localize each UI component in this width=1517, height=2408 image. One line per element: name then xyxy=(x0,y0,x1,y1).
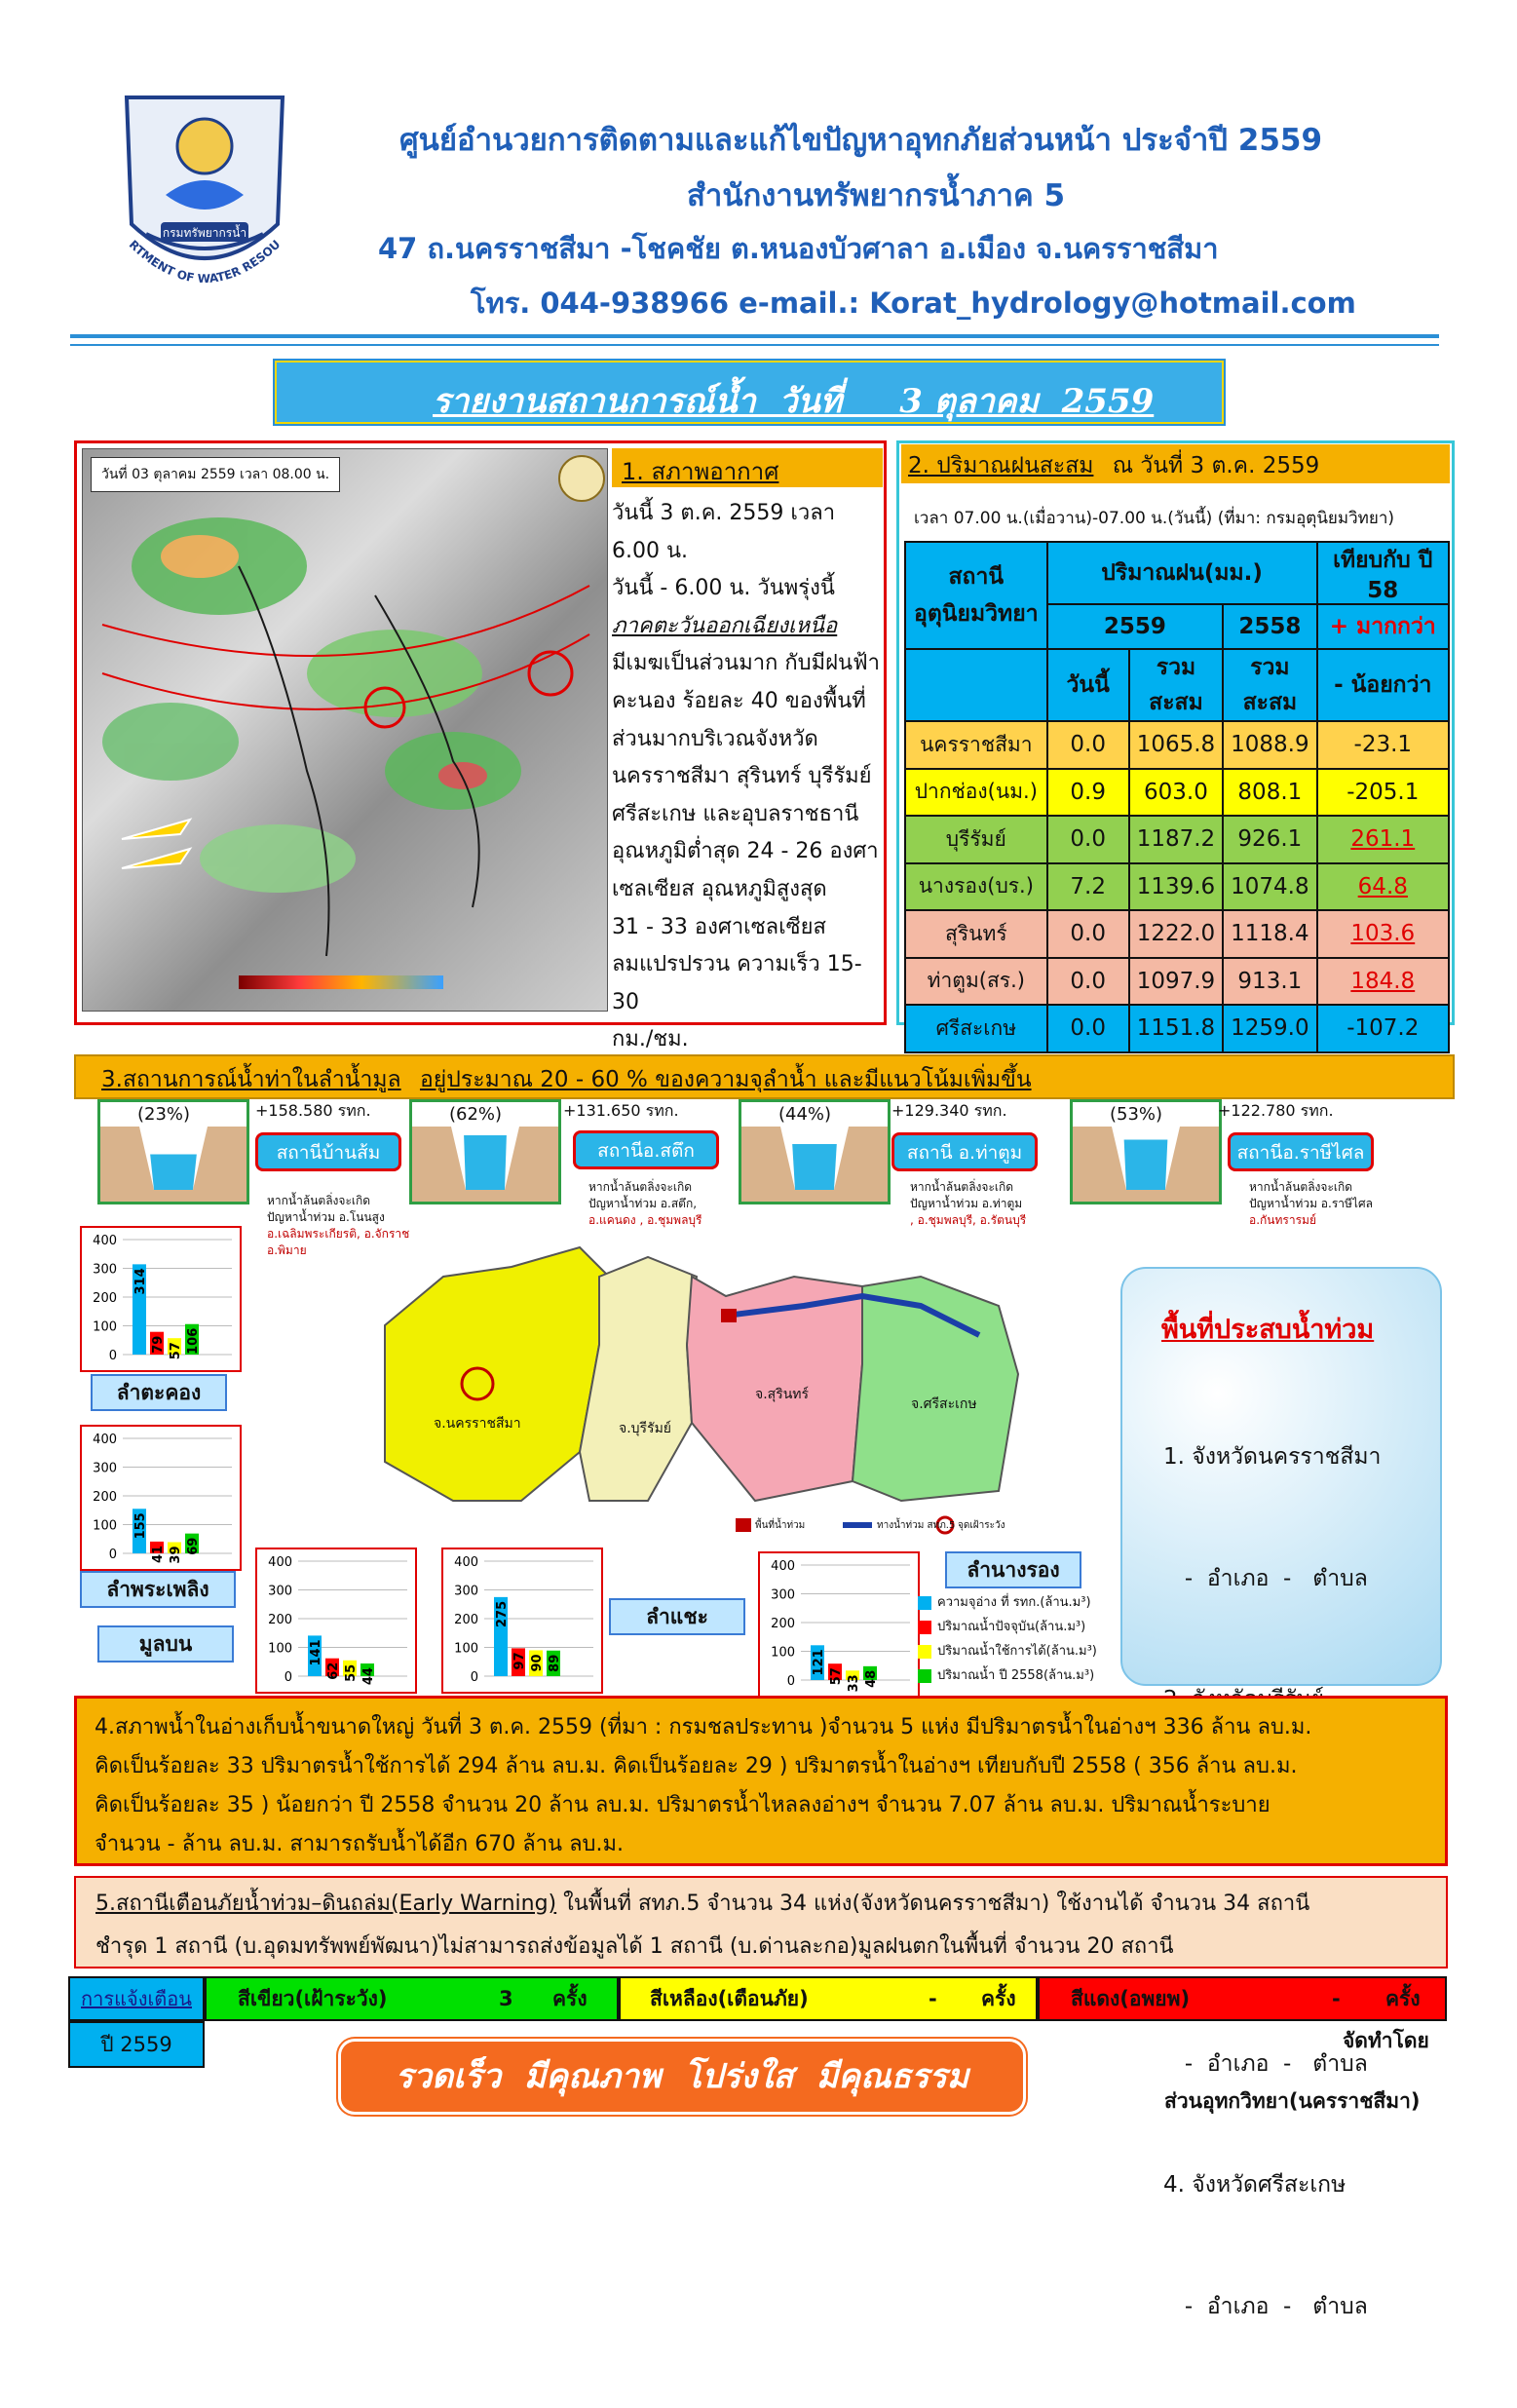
gauge-percent: (23%) xyxy=(137,1104,191,1125)
col-year-2558: 2558 xyxy=(1223,604,1316,649)
logo-thai-text: กรมทรัพยากรน้ำ xyxy=(162,226,247,240)
early-warning-line2: ชำรุด 1 สถานี (บ.อุดมทรัพพย์พัฒนา)ไม่สามารถส่งข้อมูลได้ 1 สถานี (บ.ด่านละกอ)มูลฝนตกในพื้นที่ จำนวน 20 สถานี xyxy=(95,1934,1174,1959)
dam-chart-svg xyxy=(443,1549,601,1692)
motto-text: รวดเร็ว มีคุณภาพ โปร่งใส มีคุณธรรม xyxy=(395,2057,969,2096)
col-cum-2559: รวมสะสม xyxy=(1129,649,1223,721)
y-tick-label: 300 xyxy=(268,1584,292,1599)
rain-cum-2559: 1222.0 xyxy=(1129,910,1223,958)
map-legend-route: ทางน้ำท่วม สทภ.5 xyxy=(877,1520,956,1531)
alert-yellow-count: - xyxy=(929,1987,937,2010)
col-station-spacer xyxy=(905,649,1047,721)
reservoir-text xyxy=(95,1708,1311,1864)
dam-chart xyxy=(758,1551,920,1698)
weather-line: ลมแปรปรวน ความเร็ว 15-30 xyxy=(612,952,862,1014)
rain-row xyxy=(905,958,1449,1006)
river-label-lamnangrong: ลำนางรอง xyxy=(945,1551,1081,1588)
dam-chart-svg xyxy=(760,1553,918,1696)
rain-station: ท่าตูม(สร.) xyxy=(905,958,1047,1006)
rain-diff: 184.8 xyxy=(1317,958,1449,1006)
river-label-lamtakhong: ลำตะคอง xyxy=(91,1374,227,1411)
reservoir-line: คิดเป็นร้อยละ 33 ปริมาตรน้ำใช้การได้ 294 ล้าน ลบ.ม. คิดเป็นร้อยละ 29 ) ปริมาตรน้ำในอ่างฯ เทียบกับปี 2558 ( 356 ล้าน ลบ.ม. xyxy=(95,1754,1298,1778)
rain-station: นครราชสีมา xyxy=(905,721,1047,769)
bar-value-label: 39 xyxy=(169,1546,183,1564)
bar-value-label: 121 xyxy=(812,1649,826,1676)
report-title-banner xyxy=(275,361,1224,424)
flood-item: 4. จังหวัดศรีสะเกษ xyxy=(1163,2172,1346,2198)
weather-line: ส่วนมากบริเวณจังหวัด xyxy=(612,726,818,751)
rain-table xyxy=(904,541,1450,1053)
alert-red-unit: ครั้ง xyxy=(1385,1987,1421,2010)
note-line: อ.เฉลิมพระเกียรติ, อ.จักราช xyxy=(267,1227,410,1241)
legend-current-label: ปริมาณน้ำปัจจุบัน(ล้าน.ม³) xyxy=(937,1620,1086,1634)
rain-cum-2558: 926.1 xyxy=(1223,816,1316,863)
alert-green-text: สีเขียว(เฝ้าระวัง) xyxy=(238,1987,388,2010)
y-tick-label: 200 xyxy=(93,1291,117,1306)
report-title: รายงานสถานการณ์น้ำ วันที่ 3 ตุลาคม 2559 xyxy=(433,382,1155,421)
note-line: หากน้ำล้นตลิ่งจะเกิด xyxy=(910,1180,1014,1194)
map-legend-watch: จุดเฝ้าระวัง xyxy=(958,1520,1005,1531)
y-tick-label: 400 xyxy=(268,1555,292,1570)
rain-station: บุรีรัมย์ xyxy=(905,816,1047,863)
alert-label-cell xyxy=(68,1976,205,2021)
y-tick-label: 200 xyxy=(93,1490,117,1505)
y-tick-label: 0 xyxy=(284,1670,292,1685)
alert-yellow xyxy=(619,1976,1038,2021)
weather-line: เซลเซียส อุณหภูมิสูงสุด xyxy=(612,876,827,901)
river-label-lamchae: ลำแชะ xyxy=(609,1598,745,1635)
note-line: อ.แคนดง , อ.ชุมพลบุรี xyxy=(588,1213,702,1227)
rain-heading xyxy=(908,448,1319,483)
river-heading-b: อยู่ประมาณ 20 - 60 % ของความจุลำน้ำ และมีแนวโน้มเพิ่มขึ้น xyxy=(419,1067,1032,1092)
rain-cum-2559: 1151.8 xyxy=(1129,1005,1223,1052)
rain-cum-2559: 1187.2 xyxy=(1129,816,1223,863)
station-label: สถานี อ.ท่าตูม xyxy=(891,1132,1038,1171)
weather-line: 31 - 33 องศาเซลเซียส xyxy=(612,914,826,939)
rain-cum-2559: 603.0 xyxy=(1129,769,1223,817)
weather-line: มีเมฆเป็นส่วนมาก กับมีฝนฟ้า xyxy=(612,651,881,676)
river-cross-section xyxy=(97,1099,249,1204)
col-station-label: สถานี อุตุนิยมวิทยา xyxy=(914,564,1039,627)
rain-heading-text: 2. ปริมาณฝนสะสม xyxy=(908,453,1094,478)
note-line: , อ.ชุมพลบุรี, อ.รัตนบุรี xyxy=(910,1213,1027,1227)
y-tick-label: 0 xyxy=(470,1670,478,1685)
rain-today: 0.0 xyxy=(1047,910,1129,958)
y-tick-label: 100 xyxy=(93,1518,117,1534)
note-line: ปัญหาน้ำท่วม อ.โนนสูง xyxy=(267,1210,385,1224)
y-tick-label: 200 xyxy=(771,1617,795,1631)
weather-text xyxy=(612,495,885,1059)
rain-row xyxy=(905,721,1449,769)
weather-line: กม./ชม. xyxy=(612,1027,689,1052)
satellite-caption: วันที่ 03 ตุลาคม 2559 เวลา 08.00 น. xyxy=(91,457,340,492)
bar-value-label: 69 xyxy=(186,1537,201,1555)
rain-row xyxy=(905,816,1449,863)
flood-title: พื้นที่ประสบน้ำท่วม xyxy=(1161,1315,1375,1345)
weather-line: ศรีสะเกษ และอุบลราชธานี xyxy=(612,801,859,826)
header-line-2: สำนักงานทรัพยากรน้ำภาค 5 xyxy=(687,178,1066,213)
department-logo xyxy=(107,78,302,312)
alert-red-count: - xyxy=(1332,1987,1341,2010)
flood-item: - อำเภอ - ตำบล xyxy=(1163,1565,1368,1591)
bar-value-label: 57 xyxy=(169,1342,183,1360)
map-label-surin: จ.สุรินทร์ xyxy=(755,1387,810,1402)
y-tick-label: 0 xyxy=(108,1548,117,1562)
bar-value-label: 44 xyxy=(361,1667,376,1686)
rain-today: 0.0 xyxy=(1047,816,1129,863)
y-tick-label: 0 xyxy=(108,1349,117,1363)
note-line: หากน้ำล้นตลิ่งจะเกิด xyxy=(1249,1180,1353,1194)
river-cross-section xyxy=(1070,1099,1222,1204)
footer-prepared-by: จัดทำโดย xyxy=(1343,2029,1429,2052)
bar-value-label: 33 xyxy=(847,1674,861,1693)
y-tick-label: 100 xyxy=(771,1645,795,1661)
gauge-percent: (62%) xyxy=(449,1104,503,1125)
satellite-image xyxy=(82,448,608,1012)
weather-region: ภาคตะวันออกเฉียงเหนือ xyxy=(612,613,838,638)
river-label-lamphraphloeng: ลำพระเพลิง xyxy=(80,1571,236,1608)
col-year-2559: 2559 xyxy=(1047,604,1224,649)
header-contact: โทร. 044-938966 e-mail.: Korat_hydrology@hotmail.com xyxy=(471,287,1356,320)
rain-today: 0.0 xyxy=(1047,1005,1129,1052)
gauge-flow: +122.780 รทก. xyxy=(1218,1101,1334,1120)
note-line: หากน้ำล้นตลิ่งจะเกิด xyxy=(588,1180,693,1194)
gauge-percent: (44%) xyxy=(778,1104,832,1125)
rain-cum-2558: 808.1 xyxy=(1223,769,1316,817)
station-label: สถานีอ.ราษีไศล xyxy=(1228,1132,1374,1171)
col-station xyxy=(905,542,1047,649)
rain-diff: -205.1 xyxy=(1317,769,1449,817)
note-line: ปัญหาน้ำท่วม อ.ท่าตูม xyxy=(910,1197,1023,1210)
legend-capacity-label: ความจุอ่าง ที่ รทก.(ล้าน.ม³) xyxy=(937,1595,1091,1610)
legend-2558-label: ปริมาณน้ำ ปี 2558(ล้าน.ม³) xyxy=(937,1668,1095,1683)
early-warning-line1-rest: ในพื้นที่ สทภ.5 จำนวน 34 แห่ง(จังหวัดนครราชสีมา) ใช้งานได้ จำนวน 34 สถานี xyxy=(556,1892,1310,1916)
rain-cum-2558: 913.1 xyxy=(1223,958,1316,1006)
alert-yellow-unit: ครั้ง xyxy=(981,1987,1016,2010)
river-heading-a: 3.สถานการณ์น้ำท่าในลำน้ำมูล xyxy=(101,1067,401,1092)
dam-chart-svg xyxy=(82,1228,240,1370)
alert-year: ปี 2559 xyxy=(100,2033,172,2056)
rain-diff: -107.2 xyxy=(1317,1005,1449,1052)
rain-today: 0.9 xyxy=(1047,769,1129,817)
gauge-flow: +131.650 รทก. xyxy=(563,1101,679,1120)
legend-usable-label: ปริมาณน้ำใช้การได้(ล้าน.ม³) xyxy=(937,1644,1097,1659)
motto-banner xyxy=(341,2042,1023,2112)
note-line: ปัญหาน้ำท่วม อ.ราษีไศล xyxy=(1249,1197,1373,1210)
rain-row xyxy=(905,910,1449,958)
bar-value-label: 106 xyxy=(186,1327,201,1355)
weather-line: คะนอง ร้อยละ 40 ของพื้นที่ xyxy=(612,688,866,713)
footer-division: ส่วนอุทกวิทยา(นครราชสีมา) xyxy=(1164,2089,1421,2113)
note-line: อ.กันทรารมย์ xyxy=(1249,1213,1316,1227)
rain-diff: -23.1 xyxy=(1317,721,1449,769)
y-tick-label: 400 xyxy=(771,1559,795,1574)
bar-value-label: 155 xyxy=(133,1512,148,1540)
rain-heading-date: ณ วันที่ 3 ต.ค. 2559 xyxy=(1112,453,1320,478)
dam-chart-svg xyxy=(257,1549,415,1692)
dam-chart xyxy=(441,1548,603,1694)
bar-value-label: 79 xyxy=(151,1335,166,1354)
dam-chart-svg xyxy=(82,1427,240,1569)
river-cross-section xyxy=(739,1099,891,1204)
alert-label: การแจ้งเตือน xyxy=(81,1987,192,2010)
rain-station: ศรีสะเกษ xyxy=(905,1005,1047,1052)
river-heading xyxy=(101,1062,1032,1097)
col-cum-2558: รวมสะสม xyxy=(1223,649,1316,721)
province-map xyxy=(356,1208,1072,1540)
note-line: อ.พิมาย xyxy=(267,1243,307,1257)
river-cross-section xyxy=(409,1099,561,1204)
note-line: หากน้ำล้นตลิ่งจะเกิด xyxy=(267,1194,371,1207)
map-label-buriram: จ.บุรีรัมย์ xyxy=(619,1421,672,1436)
dam-chart xyxy=(255,1548,417,1694)
rain-row xyxy=(905,1005,1449,1052)
bar-value-label: 141 xyxy=(309,1639,323,1666)
flood-item: - อำเภอ - ตำบล xyxy=(1163,2050,1368,2077)
weather-line: นครราชสีมา สุรินทร์ บุรีรัมย์ xyxy=(612,764,872,789)
y-tick-label: 200 xyxy=(454,1613,478,1627)
early-warning-panel xyxy=(74,1876,1448,1968)
rain-diff: 261.1 xyxy=(1317,816,1449,863)
rain-station: นางรอง(บร.) xyxy=(905,863,1047,911)
station-label: สถานีอ.สตึก xyxy=(573,1130,719,1169)
rain-row xyxy=(905,769,1449,817)
flood-item: 1. จังหวัดนครราชสีมา xyxy=(1163,1444,1382,1470)
alert-year-cell xyxy=(68,2021,205,2068)
col-compare: เทียบกับ ปี 58 xyxy=(1317,542,1449,604)
col-today: วันนี้ xyxy=(1047,649,1129,721)
alert-green-count: 3 xyxy=(499,1987,513,2010)
gauge-flow: +158.580 รทก. xyxy=(255,1101,371,1120)
gauge-percent: (53%) xyxy=(1110,1104,1163,1125)
map-label-sisaket: จ.ศรีสะเกษ xyxy=(911,1396,977,1412)
header-divider xyxy=(70,334,1439,346)
rain-today: 7.2 xyxy=(1047,863,1129,911)
bar-value-label: 57 xyxy=(829,1667,844,1686)
y-tick-label: 300 xyxy=(454,1584,478,1599)
dam-chart xyxy=(80,1226,242,1372)
rain-cum-2558: 1259.0 xyxy=(1223,1005,1316,1052)
y-tick-label: 400 xyxy=(454,1555,478,1570)
header-address: 47 ถ.นครราชสีมา -โชคชัย ต.หนองบัวศาลา อ.เมือง จ.นครราชสีมา xyxy=(378,232,1219,265)
gauge-flow: +129.340 รทก. xyxy=(891,1101,1007,1120)
early-warning-line1 xyxy=(95,1886,1309,1920)
bar-value-label: 55 xyxy=(344,1663,359,1682)
alert-yellow-text: สีเหลือง(เตือนภัย) xyxy=(650,1987,809,2010)
y-tick-label: 100 xyxy=(454,1641,478,1657)
reservoir-line: จำนวน - ล้าน ลบ.ม. สามารถรับน้ำได้อีก 670 ล้าน ลบ.ม. xyxy=(95,1832,625,1856)
col-plus: + มากกว่า xyxy=(1317,604,1449,649)
alert-green-unit: ครั้ง xyxy=(552,1987,588,2010)
rain-cum-2558: 1118.4 xyxy=(1223,910,1316,958)
col-minus: - น้อยกว่า xyxy=(1317,649,1449,721)
rain-station: สุรินทร์ xyxy=(905,910,1047,958)
header-line-1: ศูนย์อำนวยการติดตามและแก้ไขปัญหาอุทกภัยส่วนหน้า ประจำปี 2559 xyxy=(399,123,1323,158)
rain-today: 0.0 xyxy=(1047,958,1129,1006)
note-line: ปัญหาน้ำท่วม อ.สตึก, xyxy=(588,1197,698,1210)
river-label-mun-bon: มูลบน xyxy=(97,1625,234,1663)
weather-line: อุณหภูมิต่ำสุด 24 - 26 องศา xyxy=(612,839,879,864)
station-label: สถานีบ้านส้ม xyxy=(255,1132,401,1171)
rain-row xyxy=(905,863,1449,911)
weather-line: วันนี้ - 6.00 น. วันพรุ่งนี้ xyxy=(612,576,835,601)
reservoir-line: คิดเป็นร้อยละ 35 ) น้อยกว่า ปี 2558 จำนวน 20 ล้าน ลบ.ม. ปริมาตรน้ำไหลลงอ่างฯ จำนวน 7.07 ล้าน ลบ.ม. ปริมาณน้ำระบาย xyxy=(95,1793,1270,1817)
reservoir-line: 4.สภาพน้ำในอ่างเก็บน้ำขนาดใหญ่ วันที่ 3 ต.ค. 2559 (ที่มา : กรมชลประทาน )จำนวน 5 แห่ง มีปริมาตรน้ำในอ่างฯ 336 ล้าน ลบ.ม. xyxy=(95,1715,1312,1739)
y-tick-label: 100 xyxy=(93,1319,117,1335)
alert-red-text: สีแดง(อพยพ) xyxy=(1071,1987,1191,2010)
y-tick-label: 300 xyxy=(93,1262,117,1278)
rain-cum-2559: 1065.8 xyxy=(1129,721,1223,769)
map-legend-flood: พื้นที่น้ำท่วม xyxy=(755,1520,806,1531)
flood-item: - อำเภอ - ตำบล xyxy=(1163,2293,1368,2319)
map-label-nakhon-ratchasima: จ.นครราชสีมา xyxy=(434,1416,521,1432)
rain-cum-2559: 1139.6 xyxy=(1129,863,1223,911)
y-tick-label: 0 xyxy=(786,1674,795,1689)
rain-diff: 103.6 xyxy=(1317,910,1449,958)
weather-line: วันนี้ 3 ต.ค. 2559 เวลา 6.00 น. xyxy=(612,501,836,563)
bar-value-label: 314 xyxy=(133,1268,148,1295)
bar-value-label: 97 xyxy=(512,1652,527,1670)
weather-heading: 1. สภาพอากาศ xyxy=(622,458,779,485)
bar-value-label: 41 xyxy=(151,1545,166,1563)
bar-value-label: 48 xyxy=(864,1669,879,1688)
y-tick-label: 300 xyxy=(93,1461,117,1476)
col-rain: ปริมาณฝน(มม.) xyxy=(1047,542,1317,604)
rain-cum-2559: 1097.9 xyxy=(1129,958,1223,1006)
y-tick-label: 400 xyxy=(93,1433,117,1447)
station-note xyxy=(1245,1177,1377,1231)
y-tick-label: 100 xyxy=(268,1641,292,1657)
rain-diff: 64.8 xyxy=(1317,863,1449,911)
bar-value-label: 90 xyxy=(530,1654,545,1672)
tmd-seal-icon xyxy=(558,455,605,502)
y-tick-label: 400 xyxy=(93,1234,117,1248)
bar-value-label: 89 xyxy=(548,1654,562,1672)
reservoir-panel xyxy=(74,1696,1448,1866)
rain-subtitle: เวลา 07.00 น.(เมื่อวาน)-07.00 น.(วันนี้) (ที่มา: กรมอุตุนิยมวิทยา) xyxy=(914,509,1394,528)
alert-green xyxy=(205,1976,619,2021)
bar-value-label: 275 xyxy=(495,1600,510,1628)
alert-red xyxy=(1038,1976,1447,2021)
early-warning-heading: 5.สถานีเตือนภัยน้ำท่วม–ดินถล่ม(Early Warning) xyxy=(95,1892,557,1916)
logo-english-text: RTMENT OF WATER RESOU xyxy=(126,237,284,287)
rain-cum-2558: 1074.8 xyxy=(1223,863,1316,911)
rain-cum-2558: 1088.9 xyxy=(1223,721,1316,769)
bar-value-label: 62 xyxy=(326,1662,341,1680)
rain-today: 0.0 xyxy=(1047,721,1129,769)
dam-chart xyxy=(80,1425,242,1571)
y-tick-label: 300 xyxy=(771,1587,795,1603)
y-tick-label: 200 xyxy=(268,1613,292,1627)
rain-station: ปากช่อง(นม.) xyxy=(905,769,1047,817)
